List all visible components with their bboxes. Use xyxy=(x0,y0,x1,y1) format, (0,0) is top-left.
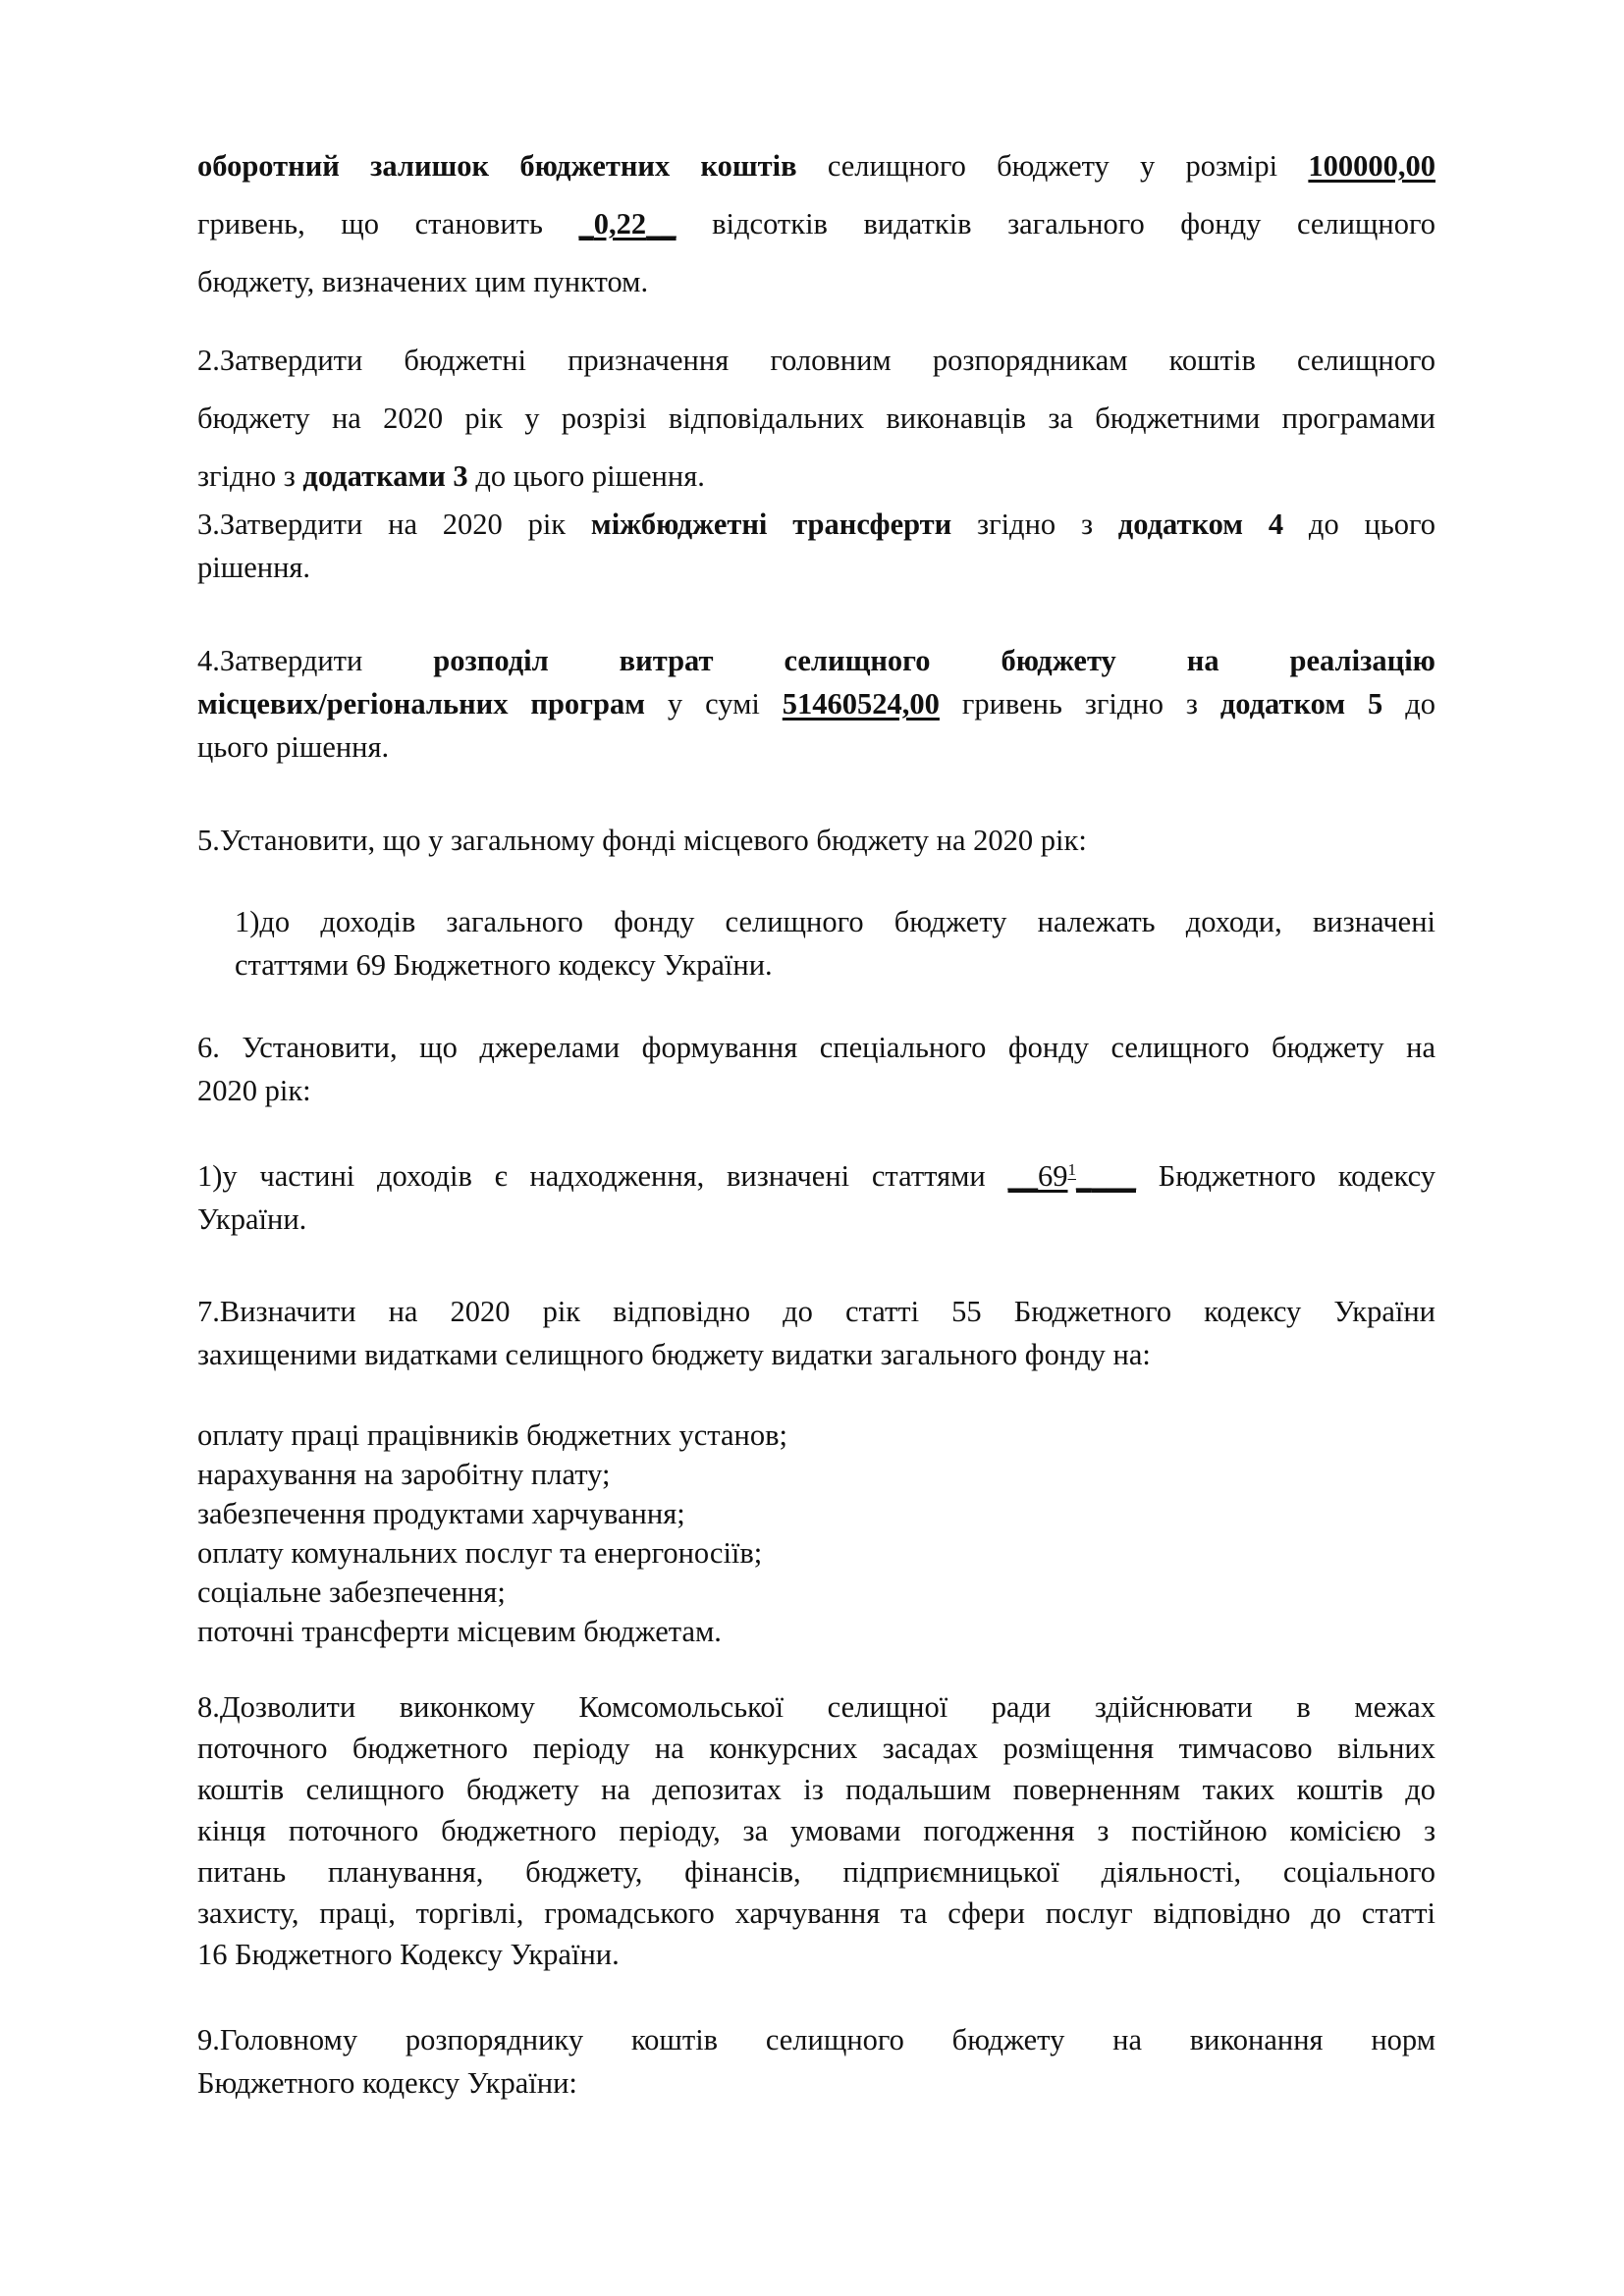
text-span: згідно з xyxy=(197,459,303,493)
paragraph-8-line-2: поточного бюджетного періоду на конкурсних засадах розміщення тимчасово вільних xyxy=(197,1732,1435,1765)
paragraph-3-line-2: рішення. xyxy=(197,551,311,584)
protected-expenditures-list xyxy=(197,1415,1435,1651)
text-span: гривень, що становить xyxy=(197,207,579,240)
text-span: 3.Затвердити на 2020 рік xyxy=(197,507,591,541)
paragraph-4-line-1 xyxy=(197,639,1435,682)
paragraph-6-line-1: 6. Установити, що джерелами формування спеціального фонду селищного бюджету на xyxy=(197,1031,1435,1064)
text-span: відсотків видатків загального фонду селищного xyxy=(676,207,1435,240)
paragraph-4 xyxy=(197,639,1435,769)
appendix-5-ref: додатком 5 xyxy=(1219,687,1383,721)
paragraph-6-line-2: 2020 рік: xyxy=(197,1074,311,1107)
text-span: до цього рішення. xyxy=(467,459,705,493)
text-span: селищного бюджету у розмірі xyxy=(796,149,1309,183)
programs-term: місцевих/регіональних програм xyxy=(197,687,646,721)
paragraph-8-line-4: кінця поточного бюджетного періоду, за умовами погодження з постійною комісією з xyxy=(197,1814,1435,1847)
expenditure-distribution-term: розподіл витрат селищного бюджету на реалізацію xyxy=(433,644,1435,677)
paragraph-2-line-1: 2.Затвердити бюджетні призначення головним розпорядникам коштів селищного xyxy=(197,344,1435,377)
paragraph-9-line-2: Бюджетного кодексу України: xyxy=(197,2066,577,2100)
list-item: нарахування на заробітну плату; xyxy=(197,1458,611,1491)
paragraph-5-line-1: 5.Установити, що у загальному фонді місцевого бюджету на 2020 рік: xyxy=(197,824,1087,857)
paragraph-1-line-2 xyxy=(197,195,1435,253)
paragraph-8-line-6: захисту, праці, торгівлі, громадського харчування та сфери послуг відповідно до статті xyxy=(197,1896,1435,1930)
paragraph-1 xyxy=(197,137,1435,311)
paragraph-2 xyxy=(197,332,1435,506)
percentage-value: 0,22 xyxy=(593,207,647,240)
paragraph-4-line-3: цього рішення. xyxy=(197,730,390,764)
working-balance-amount: 100000,00 xyxy=(1308,149,1435,183)
article-number: __69 xyxy=(1007,1159,1068,1193)
paragraph-3 xyxy=(197,503,1435,589)
text-span: до цього xyxy=(1283,507,1435,541)
paragraph-9-line-1: 9.Головному розпоряднику коштів селищного бюджету на виконання норм xyxy=(197,2023,1435,2056)
paragraph-5 xyxy=(197,819,1435,862)
text-span: Бюджетного кодексу xyxy=(1136,1159,1435,1193)
paragraph-8 xyxy=(197,1686,1435,1975)
text-span: до xyxy=(1382,687,1435,721)
list-item: поточні трансферти місцевим бюджетам. xyxy=(197,1615,722,1648)
article-superscript: 1 xyxy=(1067,1159,1076,1179)
paragraph-1-line-1 xyxy=(197,137,1435,195)
underline-blank: _ xyxy=(578,207,594,240)
text-span: згідно з xyxy=(951,507,1118,541)
appendix-3-ref: додатками 3 xyxy=(302,459,468,493)
paragraph-8-line-7: 16 Бюджетного Кодексу України. xyxy=(197,1938,620,1971)
list-item: забезпечення продуктами харчування; xyxy=(197,1497,685,1530)
paragraph-6-1-line-2: України. xyxy=(197,1202,307,1236)
programs-amount: 51460524,00 xyxy=(782,687,940,721)
text-span: 4.Затвердити xyxy=(197,644,434,677)
text-span: у сумі xyxy=(645,687,783,721)
paragraph-2-line-3 xyxy=(197,448,1435,506)
list-item: соціальне забезпечення; xyxy=(197,1575,506,1609)
paragraph-8-line-1: 8.Дозволити виконкому Комсомольської селищної ради здійснювати в межах xyxy=(197,1690,1435,1724)
underline-blank: __ xyxy=(646,207,677,240)
paragraph-7-line-2: захищеними видатками селищного бюджету видатки загального фонду на: xyxy=(197,1338,1151,1371)
paragraph-7 xyxy=(197,1290,1435,1376)
paragraph-5-1-line-1: 1)до доходів загального фонду селищного бюджету належать доходи, визначені xyxy=(235,905,1435,938)
paragraph-7-line-1: 7.Визначити на 2020 рік відповідно до статті 55 Бюджетного кодексу України xyxy=(197,1295,1435,1328)
text-span: 1)у частині доходів є надходження, визначені статтями xyxy=(197,1159,1008,1193)
paragraph-6-1 xyxy=(197,1154,1435,1241)
paragraph-2-line-2: бюджету на 2020 рік у розрізі відповідальних виконавців за бюджетними програмами xyxy=(197,401,1435,435)
list-item: оплату праці працівників бюджетних установ; xyxy=(197,1418,787,1452)
text-span: гривень згідно з xyxy=(939,687,1220,721)
paragraph-4-line-2 xyxy=(197,682,1435,725)
underline-blank: _ xyxy=(1076,1159,1092,1193)
transfers-term: міжбюджетні трансферти xyxy=(590,507,952,541)
list-item: оплату комунальних послуг та енергоносіїв; xyxy=(197,1536,763,1570)
paragraph-6-1-line-1 xyxy=(197,1154,1435,1198)
working-balance-term: оборотний залишок бюджетних коштів xyxy=(197,149,797,183)
paragraph-8-line-3: коштів селищного бюджету на депозитах із подальшим поверненням таких коштів до xyxy=(197,1773,1435,1806)
paragraph-5-1-line-2: статтями 69 Бюджетного кодексу України. xyxy=(235,948,773,982)
paragraph-3-line-1 xyxy=(197,503,1435,546)
underline-blank: ___ xyxy=(1091,1159,1136,1193)
paragraph-8-line-5: питань планування, бюджету, фінансів, підприємницької діяльності, соціального xyxy=(197,1855,1435,1889)
paragraph-1-line-3: бюджету, визначених цим пунктом. xyxy=(197,265,649,298)
paragraph-9 xyxy=(197,2018,1435,2105)
appendix-4-ref: додатком 4 xyxy=(1117,507,1284,541)
paragraph-5-1 xyxy=(235,900,1435,987)
paragraph-6 xyxy=(197,1026,1435,1112)
